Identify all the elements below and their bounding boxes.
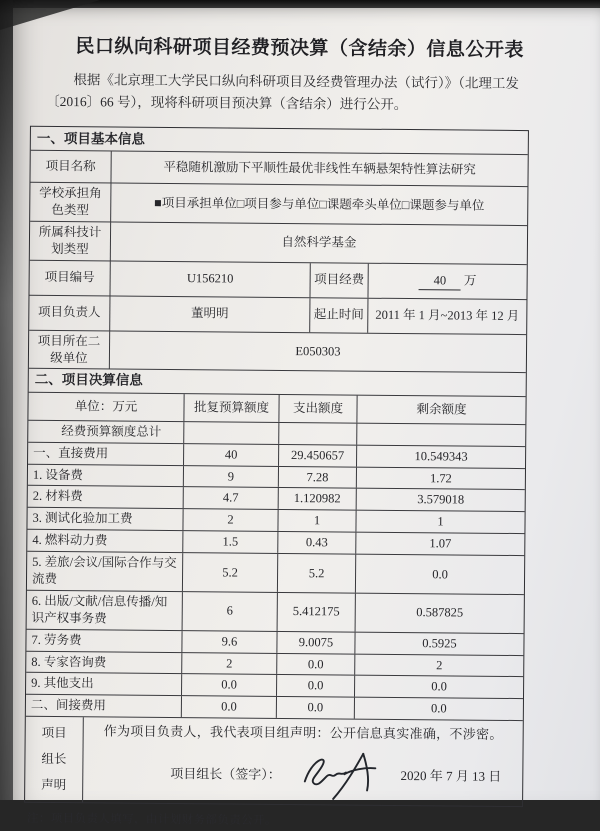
- row-label: 8. 专家咨询费: [31, 654, 107, 669]
- row-label: 5. 差旅/会议/国际合作与交流费: [31, 554, 177, 587]
- period-value: 2011 年 1 月~2013 年 12 月: [367, 298, 526, 333]
- budget-label: 项目经费: [309, 263, 367, 298]
- budget-amount: 40: [419, 272, 461, 290]
- row-remain: 0.0: [354, 676, 523, 698]
- table-row: [28, 463, 525, 489]
- project-no-label: 项目编号: [44, 270, 95, 285]
- row-role-type: [30, 182, 527, 225]
- row-budget: 0.0: [181, 696, 276, 718]
- period-label: 起止时间: [309, 298, 367, 333]
- row-label: 6. 出版/文献/信息传播/知识产权事务费: [31, 593, 168, 626]
- declaration-statement: 作为项目负责人，我代表项目组声明：公开信息真实准确，不涉密。: [103, 723, 503, 743]
- budget-value-cell: [367, 263, 526, 298]
- row-spent: 9.0075: [276, 632, 354, 654]
- signature-date: 2020 年 7 月 13 日: [400, 768, 502, 784]
- paper-sheet: [0, 7, 600, 830]
- row-spent: 7.28: [278, 466, 356, 488]
- row-remain: 2: [354, 654, 523, 676]
- row-spent: 1.120982: [278, 488, 356, 510]
- declaration-label: [25, 717, 83, 802]
- row-budget: 2: [181, 653, 276, 675]
- row-spent: 5.412175: [277, 593, 355, 631]
- table-row-total: [28, 419, 525, 445]
- row-spent: 29.450657: [278, 444, 356, 466]
- row-project-no-budget: [29, 259, 526, 298]
- row-budget: [183, 422, 278, 444]
- sub-unit-value: E050303: [109, 331, 526, 372]
- row-remain: 1.07: [355, 533, 524, 555]
- row-remain: 10.549343: [356, 445, 525, 467]
- row-label: 7. 劳务费: [31, 632, 82, 647]
- declaration-label-line: 项目: [41, 726, 67, 741]
- table-row: [27, 529, 524, 555]
- column-header-budget: 批复预算额度: [183, 394, 278, 422]
- budget-unit: 万: [463, 273, 477, 288]
- row-label: 二、间接费用: [30, 698, 106, 713]
- plan-type-label: 所属科技计划类型: [38, 224, 102, 257]
- declaration-row: [25, 716, 523, 806]
- row-budget: 9.6: [181, 631, 276, 653]
- row-remain: [356, 423, 525, 445]
- row-leader-period: [29, 294, 526, 333]
- role-type-label: 学校承担角色类型: [39, 186, 102, 218]
- leader-value: 董明明: [109, 296, 309, 332]
- row-budget: 0.0: [181, 674, 276, 696]
- row-remain: 3.579018: [356, 489, 525, 511]
- row-spent: 0.0: [276, 653, 354, 675]
- row-remain: 0.0: [354, 698, 523, 720]
- row-remain: 1.72: [356, 467, 525, 489]
- row-remain: 1: [355, 511, 524, 533]
- row-budget: 4.7: [183, 487, 278, 509]
- row-spent: 0.43: [277, 532, 355, 554]
- row-budget: 40: [183, 444, 278, 466]
- table-row: [27, 551, 524, 594]
- row-remain: 0.5925: [354, 632, 523, 654]
- section-1-title: 一、项目基本信息: [36, 130, 145, 147]
- disclosure-table: [24, 126, 529, 807]
- sub-unit-label: 项目所在二级单位: [37, 333, 101, 365]
- settlement-column-header-row: [28, 391, 525, 423]
- row-label: 3. 测试化验加工费: [32, 511, 133, 526]
- row-spent: [278, 423, 356, 445]
- declaration-content: [82, 718, 523, 806]
- row-spent: 1: [277, 510, 355, 532]
- row-budget: 9: [183, 466, 278, 488]
- declaration-label-line: 声明: [41, 777, 67, 793]
- plan-type-value: 自然科学基金: [110, 222, 527, 263]
- declaration-label-line: 组长: [41, 751, 67, 767]
- column-header-spent: 支出额度: [278, 395, 356, 423]
- row-label: 一、直接费用: [33, 445, 109, 461]
- footer-note: 注：项目负责人填写，由计划财务部负责公开。: [26, 812, 277, 827]
- table-row: [26, 694, 523, 720]
- row-remain: 0.587825: [355, 594, 524, 633]
- row-label: 1. 设备费: [32, 467, 84, 482]
- section-basic-info-header: [31, 127, 528, 154]
- row-budget: 5.2: [182, 553, 277, 592]
- leader-label: 项目负责人: [38, 305, 101, 320]
- row-budget: 6: [182, 592, 277, 631]
- row-remain: 0.0: [355, 555, 524, 594]
- table-row: [26, 650, 523, 676]
- row-spent: 0.0: [276, 697, 354, 719]
- project-no-value: U156210: [109, 261, 309, 297]
- row-spent: 0.0: [276, 675, 354, 697]
- section-settlement-header: [29, 368, 526, 396]
- row-sub-unit: [29, 329, 526, 372]
- table-row: [27, 590, 524, 633]
- row-budget: 2: [182, 509, 277, 531]
- role-type-checkbox-options: ■项目承担单位□项目参与单位□课题牵头单位□课题参与单位: [110, 184, 527, 225]
- row-spent: 5.2: [277, 554, 355, 592]
- project-name-value: 平稳随机激励下平顺性最优非线性车辆悬架特性算法研究: [110, 152, 527, 187]
- row-label: 经费预算额度总计: [61, 423, 162, 439]
- row-label: 4. 燃料动力费: [32, 532, 108, 548]
- intro-paragraph: 根据《北京理工大学民口纵向科研项目及经费管理办法（试行）》（北理工发〔2016〕66 号），现将科研项目预决算（含结余）进行公开。: [46, 72, 519, 112]
- page-title: 民口纵向科研项目经费预决算（含结余）信息公开表: [75, 36, 524, 62]
- row-budget: 1.5: [182, 531, 277, 553]
- project-name-label: 项目名称: [45, 159, 96, 174]
- row-plan-type: [30, 221, 527, 264]
- table-row: [26, 672, 523, 698]
- sign-label: 项目组长（签字）：: [170, 766, 281, 783]
- signature-icon: [291, 748, 382, 803]
- table-row: [27, 507, 524, 533]
- row-project-name: [30, 150, 527, 186]
- table-row: [28, 441, 525, 467]
- section-2-title: 二、项目决算信息: [34, 372, 143, 389]
- row-label: 9. 其他支出: [31, 676, 94, 691]
- table-row: [28, 485, 525, 511]
- signature-line: [92, 748, 513, 802]
- column-header-unit: 单位：万元: [74, 398, 138, 414]
- column-header-remain: 剩余额度: [356, 395, 525, 423]
- table-row: [26, 628, 523, 654]
- row-label: 2. 材料费: [32, 489, 83, 504]
